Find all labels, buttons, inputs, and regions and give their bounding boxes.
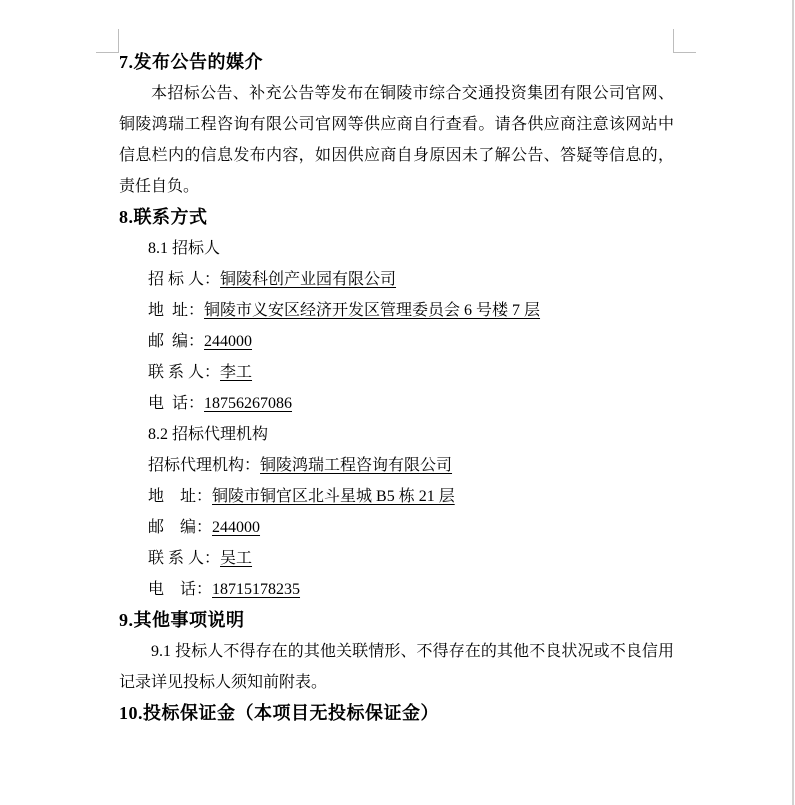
field-agency-address xyxy=(119,481,674,512)
section-7-paragraph: 本招标公告、补充公告等发布在铜陵市综合交通投资集团有限公司官网、铜陵鸿瑞工程咨询有限公司官网等供应商自行查看。请各供应商注意该网站中信息栏内的信息发布内容，如因供应商自身原因未了解公告、答疑等信息的，责任自负。 xyxy=(119,85,674,195)
field-value: 吴工 xyxy=(220,550,253,567)
field-agency-name xyxy=(119,450,674,481)
section-8-2-title: 8.2 招标代理机构 xyxy=(148,426,269,443)
field-value: 铜陵科创产业园有限公司 xyxy=(220,271,397,288)
page-edge-line xyxy=(792,0,794,805)
field-value: 244000 xyxy=(204,333,253,350)
field-tenderer-name xyxy=(119,264,674,295)
field-label: 地 址： xyxy=(148,302,205,319)
field-value: 铜陵鸿瑞工程咨询有限公司 xyxy=(260,457,453,474)
field-label: 联 系 人： xyxy=(148,550,221,567)
field-value: 244000 xyxy=(212,519,261,536)
field-agency-contact xyxy=(119,543,674,574)
field-tenderer-phone xyxy=(119,388,674,419)
section-8-heading: 8.联系方式 xyxy=(119,207,208,227)
field-value: 铜陵市铜官区北斗星城 B5 栋 21 层 xyxy=(212,488,455,505)
field-tenderer-postcode xyxy=(119,326,674,357)
section-10-heading: 10.投标保证金（本项目无投标保证金） xyxy=(119,703,439,723)
field-tenderer-contact xyxy=(119,357,674,388)
field-value: 18715178235 xyxy=(212,581,301,598)
field-agency-phone xyxy=(119,574,674,605)
section-9-heading: 9.其他事项说明 xyxy=(119,610,245,630)
document-content xyxy=(119,47,674,729)
field-value: 李工 xyxy=(220,364,253,381)
section-7-heading: 7.发布公告的媒介 xyxy=(119,52,263,72)
text-boundary-mark-top-right xyxy=(673,29,696,53)
field-label: 电 话： xyxy=(148,395,205,412)
section-9-paragraph: 9.1 投标人不得存在的其他关联情形、不得存在的其他不良状况或不良信用记录详见投标人须知前附表。 xyxy=(119,643,674,691)
field-label: 地 址： xyxy=(148,488,213,505)
section-8-1-title: 8.1 招标人 xyxy=(148,240,221,257)
field-label: 招 标 人： xyxy=(148,271,221,288)
field-tenderer-address xyxy=(119,295,674,326)
field-label: 电 话： xyxy=(148,581,213,598)
field-label: 联 系 人： xyxy=(148,364,221,381)
text-boundary-mark-top-left xyxy=(96,29,119,53)
field-agency-postcode xyxy=(119,512,674,543)
field-value: 铜陵市义安区经济开发区管理委员会 6 号楼 7 层 xyxy=(204,302,541,319)
field-label: 邮 编： xyxy=(148,519,213,536)
field-label: 邮 编： xyxy=(148,333,205,350)
field-value: 18756267086 xyxy=(204,395,293,412)
field-label: 招标代理机构： xyxy=(148,457,261,474)
